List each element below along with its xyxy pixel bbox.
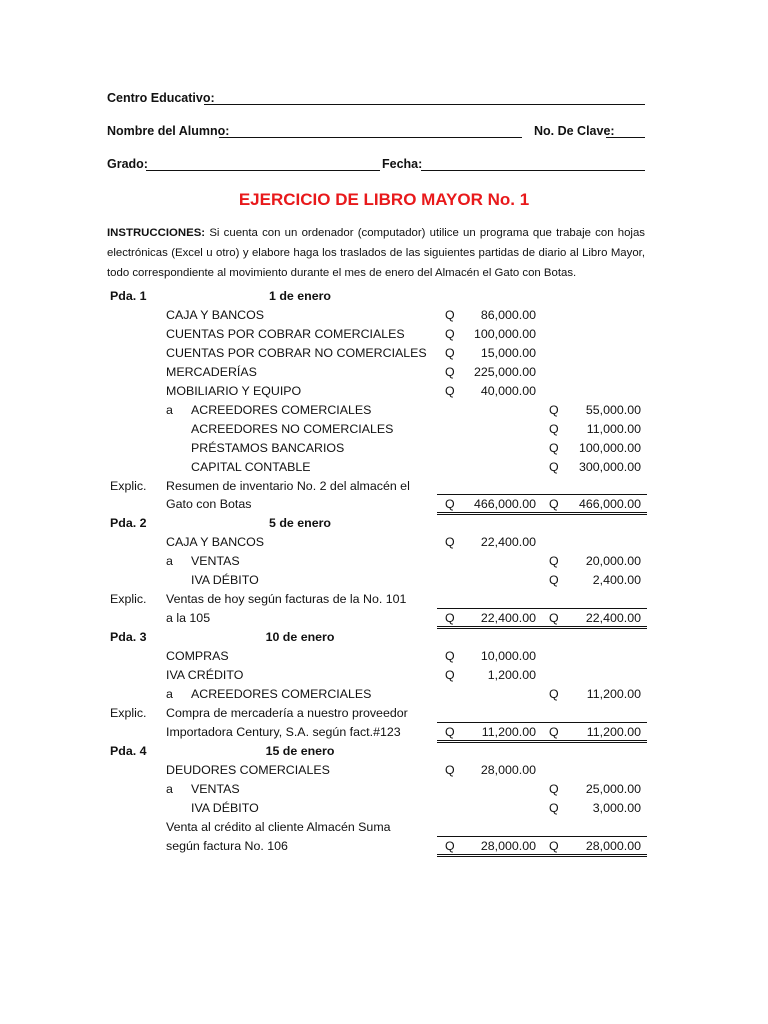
explanation-text: Compra de mercadería a nuestro proveedor (166, 705, 408, 720)
debit-row (0, 761, 768, 780)
explanation-text: a la 105 (166, 611, 211, 626)
total-credit: 11,200.00 (586, 724, 641, 739)
credit-a-marker: a (166, 781, 173, 796)
credit-account: IVA DÉBITO (191, 573, 259, 588)
debit-amount: 22,400.00 (480, 535, 536, 550)
debit-account: CAJA Y BANCOS (166, 535, 265, 550)
currency-symbol: Q (549, 440, 559, 455)
currency-symbol: Q (445, 383, 455, 398)
currency-symbol: Q (445, 838, 455, 853)
no-clave-label: No. De Clave: (534, 124, 615, 138)
total-credit: 466,000.00 (578, 497, 641, 512)
total-debit: 466,000.00 (473, 497, 536, 512)
debit-account: DEUDORES COMERCIALES (166, 762, 330, 777)
credit-amount: 100,000.00 (578, 440, 641, 455)
total-debit: 11,200.00 (481, 724, 536, 739)
explic-label: Explic. (110, 705, 147, 720)
credit-a-marker: a (166, 554, 173, 569)
entry-number: Pda. 4 (110, 743, 147, 758)
currency-symbol: Q (549, 554, 559, 569)
fecha-line[interactable] (421, 170, 645, 171)
credit-row (0, 552, 768, 571)
currency-symbol: Q (445, 326, 455, 341)
credit-a-marker: a (166, 686, 173, 701)
currency-symbol: Q (549, 573, 559, 588)
debit-amount: 28,000.00 (480, 762, 536, 777)
credit-row (0, 401, 768, 420)
entry-header-row (0, 628, 768, 647)
credit-amount: 11,000.00 (586, 421, 641, 436)
credit-account: ACREEDORES COMERCIALES (191, 686, 372, 701)
currency-symbol: Q (445, 535, 455, 550)
debit-account: MOBILIARIO Y EQUIPO (166, 383, 302, 398)
entry-date: 15 de enero (265, 743, 335, 758)
total-double-rule (437, 854, 647, 857)
currency-symbol: Q (445, 724, 455, 739)
debit-row (0, 363, 768, 382)
grado-line[interactable] (146, 170, 380, 171)
currency-symbol: Q (549, 781, 559, 796)
total-row (0, 495, 768, 514)
instructions-text: Si cuenta con un ordenador (computador) utilice un programa que trabaje con hojas electrónicas (Excel u otro) y elabore haga los traslados de las siguientes partidas de diario al Libro Mayor, todo correspondiente al movimiento durante el mes de enero del Almacén el Gato con Botas. (107, 227, 645, 279)
debit-account: CUENTAS POR COBRAR NO COMERCIALES (166, 345, 427, 360)
debit-account: IVA CRÉDITO (166, 668, 244, 682)
currency-symbol: Q (549, 402, 559, 417)
credit-row (0, 571, 768, 590)
currency-symbol: Q (445, 307, 455, 322)
explic-label: Explic. (110, 478, 147, 493)
credit-amount: 300,000.00 (578, 459, 641, 474)
debit-row (0, 382, 768, 401)
debit-row (0, 647, 768, 666)
entry-header-row (0, 514, 768, 533)
credit-account: VENTAS (191, 781, 240, 796)
explanation-text: Importadora Century, S.A. según fact.#123 (166, 724, 401, 739)
debit-account: MERCADERÍAS (166, 364, 257, 379)
currency-symbol: Q (549, 459, 559, 474)
entry-header-row (0, 742, 768, 761)
total-debit: 22,400.00 (480, 611, 536, 626)
debit-amount: 40,000.00 (480, 383, 536, 398)
entry-date: 1 de enero (269, 289, 331, 303)
currency-symbol: Q (445, 345, 455, 360)
currency-symbol: Q (549, 611, 559, 626)
credit-amount: 11,200.00 (586, 686, 641, 701)
total-credit: 22,400.00 (585, 611, 641, 626)
debit-account: COMPRAS (166, 649, 229, 664)
debit-amount: 86,000.00 (480, 307, 536, 322)
entry-header-row (0, 287, 768, 306)
entry-number: Pda. 3 (110, 630, 147, 645)
currency-symbol: Q (549, 800, 559, 815)
explanation-text: según factura No. 106 (166, 838, 288, 853)
credit-row (0, 458, 768, 477)
total-credit: 28,000.00 (585, 838, 641, 853)
explanation-row (0, 818, 768, 837)
currency-symbol: Q (549, 497, 559, 512)
centro-educativo-line[interactable] (204, 104, 645, 105)
credit-row (0, 420, 768, 439)
debit-row (0, 533, 768, 552)
credit-account: IVA DÉBITO (191, 800, 259, 815)
explanation-row (0, 477, 768, 496)
debit-row (0, 666, 768, 685)
explanation-text: Gato con Botas (166, 497, 252, 512)
debit-amount: 100,000.00 (473, 326, 536, 341)
currency-symbol: Q (445, 762, 455, 777)
explanation-text: Ventas de hoy según facturas de la No. 101 (166, 592, 407, 607)
debit-amount: 15,000.00 (480, 345, 536, 360)
total-debit: 28,000.00 (480, 838, 536, 853)
explanation-row (0, 704, 768, 723)
credit-amount: 25,000.00 (585, 781, 641, 796)
centro-educativo-label: Centro Educativo: (107, 91, 215, 105)
credit-row (0, 439, 768, 458)
entry-number: Pda. 2 (110, 516, 147, 531)
credit-row (0, 799, 768, 818)
currency-symbol: Q (549, 838, 559, 853)
fecha-label: Fecha: (382, 157, 423, 171)
currency-symbol: Q (445, 497, 455, 512)
credit-account: ACREEDORES COMERCIALES (191, 402, 372, 417)
credit-amount: 55,000.00 (585, 402, 641, 417)
credit-account: ACREEDORES NO COMERCIALES (191, 421, 394, 436)
debit-amount: 225,000.00 (473, 364, 536, 379)
no-clave-line[interactable] (606, 137, 645, 138)
nombre-alumno-label: Nombre del Alumno: (107, 124, 230, 138)
entry-date: 10 de enero (265, 630, 335, 645)
instructions-paragraph (107, 224, 645, 283)
explanation-text: Venta al crédito al cliente Almacén Suma (166, 819, 391, 834)
total-row (0, 609, 768, 628)
explic-label: Explic. (110, 592, 147, 607)
credit-row (0, 780, 768, 799)
entry-number: Pda. 1 (110, 289, 147, 303)
currency-symbol: Q (549, 724, 559, 739)
currency-symbol: Q (549, 686, 559, 701)
total-row (0, 723, 768, 742)
grado-label: Grado: (107, 157, 148, 171)
credit-row (0, 685, 768, 704)
page-title: EJERCICIO DE LIBRO MAYOR No. 1 (238, 190, 530, 209)
credit-account: PRÉSTAMOS BANCARIOS (191, 440, 345, 455)
credit-a-marker: a (166, 402, 173, 417)
nombre-alumno-line[interactable] (219, 137, 522, 138)
currency-symbol: Q (445, 668, 455, 682)
credit-amount: 20,000.00 (585, 554, 641, 569)
explanation-row (0, 590, 768, 609)
instructions-label: INSTRUCCIONES: (107, 227, 206, 239)
currency-symbol: Q (445, 364, 455, 379)
currency-symbol: Q (445, 649, 455, 664)
entry-date: 5 de enero (269, 516, 331, 531)
currency-symbol: Q (549, 421, 559, 436)
debit-amount: 10,000.00 (480, 649, 536, 664)
debit-amount: 1,200.00 (487, 668, 536, 682)
debit-row (0, 325, 768, 344)
debit-account: CAJA Y BANCOS (166, 307, 265, 322)
debit-row (0, 306, 768, 325)
credit-amount: 2,400.00 (592, 573, 641, 588)
debit-account: CUENTAS POR COBRAR COMERCIALES (166, 326, 405, 341)
explanation-text: Resumen de inventario No. 2 del almacén el (166, 478, 410, 493)
credit-account: VENTAS (191, 554, 240, 569)
credit-amount: 3,000.00 (592, 800, 641, 815)
credit-account: CAPITAL CONTABLE (191, 459, 311, 474)
currency-symbol: Q (445, 611, 455, 626)
total-row (0, 837, 768, 856)
debit-row (0, 344, 768, 363)
